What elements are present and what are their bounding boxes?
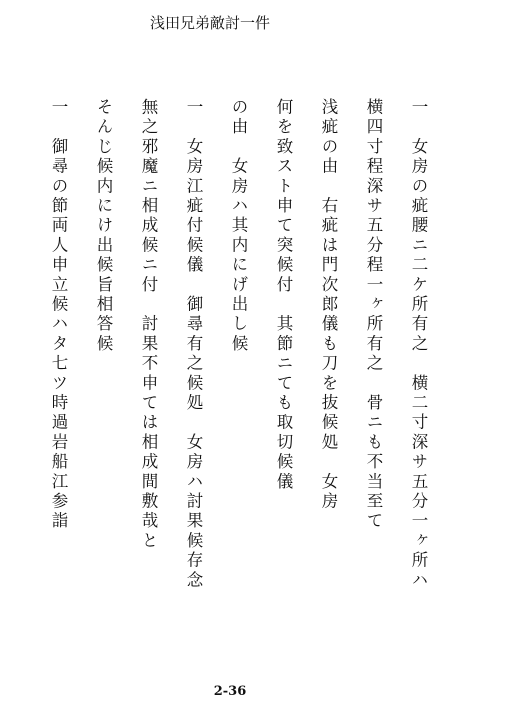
text-column-1: 一 女房の疵腰ニ二ケ所有之 横二寸深サ五分一ヶ所ハ [409, 98, 428, 591]
text-column-6: 一 女房江疵付候儀 御尋有之候処 女房ハ討果候存念 [184, 98, 203, 591]
text-column-2: 横四寸程深サ五分程一ヶ所有之 骨ニも不当至て [364, 98, 383, 532]
page-title: 浅田兄弟敵討一件 [149, 14, 270, 32]
text-column-4: 何を致スト申て突候付 其節ニても取切候儀 [274, 98, 293, 492]
text-column-7: 無之邪魔ニ相成候ニ付 討果不申ては相成間敷哉と [139, 98, 158, 552]
text-column-3: 浅疵の由 右疵は門次郎儀も刀を抜候処 女房 [319, 98, 338, 512]
text-column-5: の由 女房ハ其内にげ出し候 [229, 98, 248, 355]
vertical-text-body [40, 98, 440, 658]
page-number: 2-36 [213, 684, 247, 699]
text-column-8: そんじ候内にけ出候旨相答候 [94, 98, 113, 355]
text-column-9: 一 御尋の節両人申立候ハタ七ツ時過岩船江参詣 [49, 98, 68, 532]
